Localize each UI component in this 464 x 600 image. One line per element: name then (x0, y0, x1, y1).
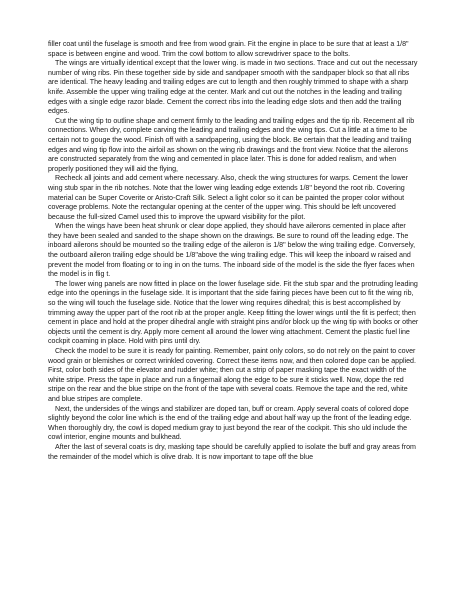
paragraph-fuselage-filler: filler coat until the fuselage is smooth and free from wood grain. Fit the engine in place to be sure that at least a 1/8" space is between engine and wood. Trim the cowl bottom to allow screwdriver space to the bolts. (48, 40, 409, 58)
paragraph-lower-wing-panels: The lower wing panels are now fitted in place on the lower fuselage side. Fit the stub spar and the protruding leading edge into the openings in the fuselage side. It is important that the side fairing pieces have been cut to fit the wing rib, so the wing will touch the fuselage side. Notice that the lower wing requires dihedral; this is best accomplished by trimming away the upper part of the root rib at the proper angle. Keep fitting the lower wings until the fit is perfect; then cement in place and hold at the proper dihedral angle with straight pins and/or block up the wing tip with books or other objects until the cement is dry. Apply more cement all around the lower wing attachment. Cement the plastic fuel line cockpit coaming in place. Hold with pins until dry. (48, 279, 419, 346)
paragraph-wings-construction: The wings are virtually identical except that the lower wing. is made in two sections. Trace and cut out the necessary number of wing ribs. Pin these together side by side and sandpaper smooth with the sandpaper block so that all ribs are identical. The heavy leading and trailing edges are cut to length and then roughly trimmed to shape with a sharp knife. Assemble the upper wing trailing edge at the center. Mark and cut out the notches in the leading and trailing edges with a single edge razor blade. Cement the correct ribs into the leading edge slots and then add the trailing edges. (48, 59, 418, 116)
document-page (48, 40, 420, 462)
paragraph-recheck-joints: Recheck all joints and add cement where necessary. Also, check the wing structures for warps. Cement the lower wing stub spar in the rib notches. Note that the lower wing leading edge extends 1/8" beyond the root rib. Covering material can be Super Coverite or Aristo-Craft Silk. Select a light color so it can be painted the proper color without coverage problems. Note the rectangular opening at the center of the upper wing. This should be left uncovered because the full-sized Camel used this to improve the upward visibility for the pilot. (48, 174, 408, 221)
paragraph-ailerons: When the wings have been heat shrunk or clear dope applied, they should have ailerons cemented in place after they have been sealed and sanded to the shape shown on the drawings. Be sure to round off the leading edge. The inboard ailerons should be mounted so the trailing edge of the aileron is 1/8" below the wing trailing edge. Conversely, the outboard aileron trailing edge should be 1/8"above the wing trailing edge. This will keep the inboard w raised and prevent the model from floating or to ing in on the turns. The inboard side of the model is the side the flyer faces when the model is in flig t. (48, 222, 416, 279)
paragraph-wing-tip: Cut the wing tip to outline shape and cement firmly to the leading and trailing edges and the tip rib. Recement all rib connections. When dry, complete carving the leading and trailing edges and the wing tips. Cut a little at a time to be certain not to gouge the wood. Finish off with a sandpapering, using the block. Be certain that the leading and trailing edges and wing tip flow into the airfoil as shown on the wing rib drawings and the front view. Notice that the ailerons are constructed separately from the wing and cemented in place later. This is done for added realism, and when properly positioned they will aid the flying, (48, 116, 415, 173)
paragraph-painting-check: Check the model to be sure it is ready for painting. Remember, paint only colors, so do not rely on the paint to cover wood grain or blemishes or correct wrinkled covering. Correct these items now, and then colored dope can be applied. First, color both sides of the elevator and rudder white; then cut a strip of paper masking tape the exact width of the white stripe. Press the tape in place and run a fingernail along the edge to be sure it sticks well. Now, dope the red stripe on the rear and the blue stripe on the front of the tape with several coats. Remove the tape and the red, white and blue stripes are complete. (48, 347, 416, 403)
paragraph-undersides: Next, the undersides of the wings and stabilizer are doped tan, buff or cream. Apply several coats of colored dope slightly beyond the color line which is the end of the trailing edge and about half way up the front of the leading edge. When thoroughly dry, the cowl is doped medium gray to just beyond the rear of the cockpit. This sho uld include the cowl interior, engine mounts and bulkhead. (48, 404, 412, 442)
paragraph-masking-tape: After the last of several coats is dry, masking tape should be carefully applied to isolate the buff and gray areas from the remainder of the model which is olive drab. It is now important to tape off the blue (48, 442, 416, 461)
